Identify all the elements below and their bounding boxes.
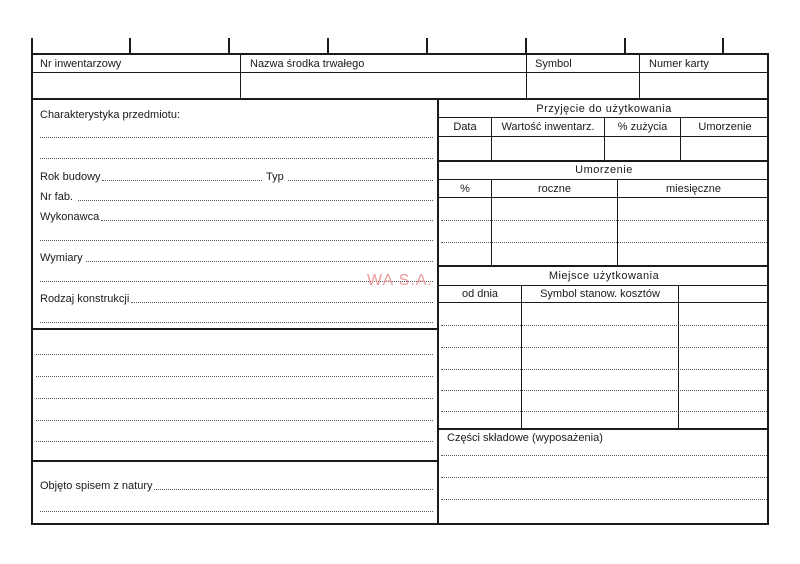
- charakterystyka-label: Charakterystyka przedmiotu:: [40, 109, 180, 121]
- top-tick: [31, 38, 33, 53]
- dotted-line: [102, 180, 262, 181]
- section-divider: [439, 428, 769, 430]
- symbol-label: Symbol: [535, 58, 572, 70]
- umorzenie-col-roczne: roczne: [537, 183, 572, 195]
- dotted-line: [101, 220, 433, 221]
- header-col-line: [639, 53, 640, 99]
- top-tick: [525, 38, 527, 53]
- dotted-line: [288, 180, 433, 181]
- dotted-line: [441, 455, 767, 456]
- dotted-line: [40, 322, 433, 323]
- header-col-line: [240, 53, 241, 99]
- top-tick: [129, 38, 131, 53]
- miejsce-col-symbol: Symbol stanow. kosztów: [540, 288, 660, 300]
- grid-line: [439, 285, 769, 286]
- przyjecie-title: Przyjęcie do użytkowania: [536, 103, 672, 115]
- grid-line: [439, 197, 769, 198]
- grid-line: [521, 285, 522, 428]
- left-section-divider: [31, 328, 438, 330]
- dotted-line: [40, 137, 433, 138]
- grid-line: [439, 179, 769, 180]
- header-col-line: [526, 53, 527, 99]
- rodzaj-konstrukcji-label: Rodzaj konstrukcji: [40, 293, 130, 305]
- dotted-line: [86, 261, 433, 262]
- dotted-line: [441, 499, 767, 500]
- dotted-line: [441, 347, 767, 348]
- grid-line: [678, 285, 679, 428]
- dotted-line: [441, 369, 767, 370]
- section-divider: [439, 160, 769, 162]
- dotted-line: [441, 325, 767, 326]
- section-divider: [439, 265, 769, 267]
- dotted-line: [36, 420, 433, 421]
- wymiary-label: Wymiary: [40, 252, 83, 264]
- top-tick: [228, 38, 230, 53]
- top-tick: [624, 38, 626, 53]
- dotted-line: [131, 302, 433, 303]
- miejsce-title: Miejsce użytkowania: [548, 270, 660, 282]
- nazwa-label: Nazwa środka trwałego: [250, 58, 365, 70]
- numer-karty-label: Numer karty: [649, 58, 709, 70]
- dotted-line: [441, 477, 767, 478]
- header-divider: [31, 72, 769, 73]
- wykonawca-label: Wykonawca: [40, 211, 100, 223]
- typ-label: Typ: [266, 171, 284, 183]
- dotted-line: [36, 376, 433, 377]
- top-tick: [426, 38, 428, 53]
- watermark: WA S.A.: [367, 272, 433, 289]
- left-section-divider: [31, 460, 438, 462]
- umorzenie-col-miesieczne: miesięczne: [665, 183, 722, 195]
- grid-line: [439, 302, 769, 303]
- top-tick: [722, 38, 724, 53]
- nr-inwentarzowy-label: Nr inwentarzowy: [40, 58, 122, 70]
- miejsce-col-od-dnia: od dnia: [461, 288, 499, 300]
- dotted-line: [154, 489, 433, 490]
- dotted-line: [441, 390, 767, 391]
- umorzenie-col-percent: %: [460, 183, 470, 195]
- przyjecie-col-data: Data: [453, 121, 477, 133]
- czesci-title: Części składowe (wyposażenia): [447, 432, 603, 444]
- przyjecie-col-zuzycie: % zużycia: [617, 121, 668, 133]
- dotted-line: [441, 242, 767, 243]
- dotted-line: [40, 240, 433, 241]
- dotted-line: [36, 398, 433, 399]
- nr-fab-label: Nr fab.: [40, 191, 74, 203]
- top-tick: [327, 38, 329, 53]
- objeto-spisem-label: Objęto spisem z natury: [40, 480, 153, 492]
- dotted-line: [78, 200, 433, 201]
- dotted-line: [441, 220, 767, 221]
- umorzenie-title: Umorzenie: [575, 164, 633, 176]
- dotted-line: [40, 511, 433, 512]
- przyjecie-col-umorzenie: Umorzenie: [698, 121, 752, 133]
- dotted-line: [36, 441, 433, 442]
- dotted-line: [441, 411, 767, 412]
- rok-budowy-label: Rok budowy: [40, 171, 101, 183]
- przyjecie-col-wartosc: Wartość inwentarz.: [501, 121, 595, 133]
- header-bottom: [31, 98, 769, 100]
- dotted-line: [36, 354, 433, 355]
- dotted-line: [40, 158, 433, 159]
